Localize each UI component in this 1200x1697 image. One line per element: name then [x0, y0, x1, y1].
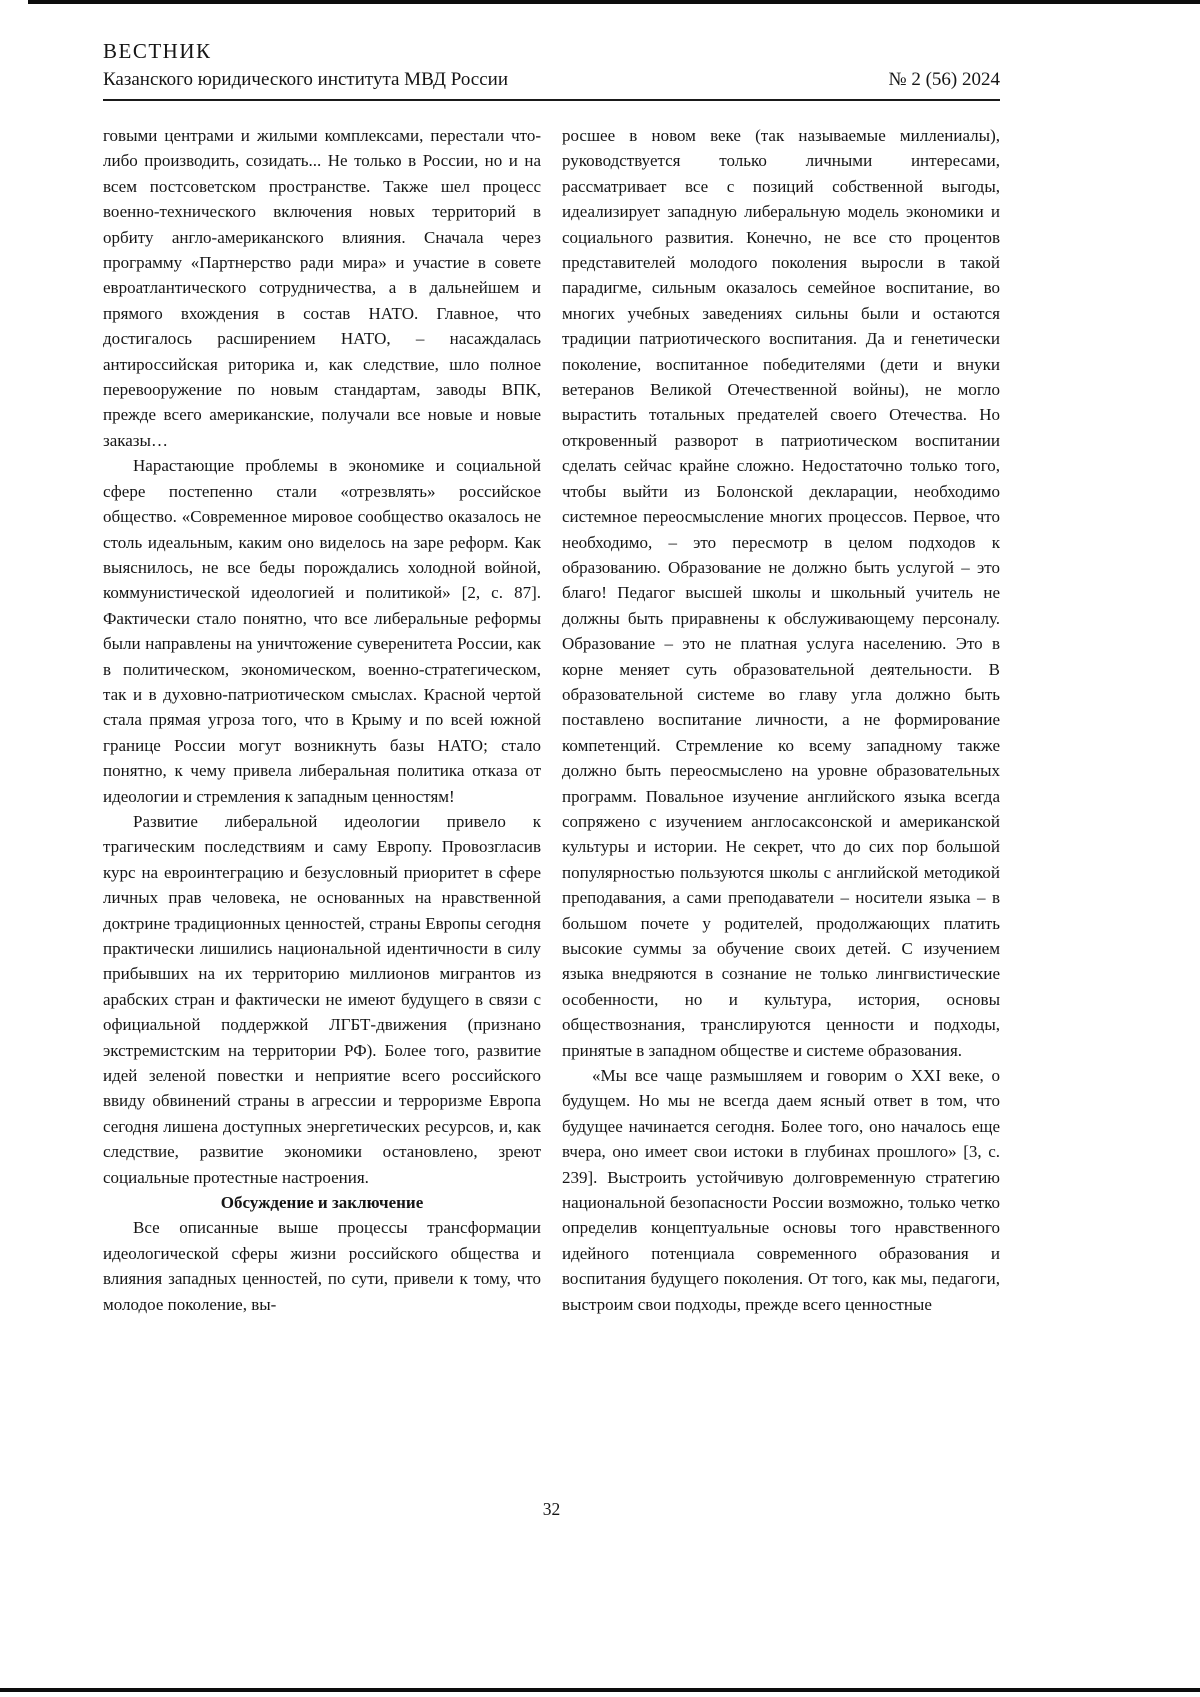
paragraph: Все описанные выше процессы трансформации идеологической сферы жизни российского общества и влияния западных ценностей, по сути, привели к тому, что молодое поколение, вы- — [103, 1218, 541, 1314]
section-heading: Обсуждение и заключение — [220, 1193, 424, 1213]
paragraph: Нарастающие проблемы в экономике и социальной сфере постепенно стали «отрезвлять» российское общество. «Современное мировое сообщество оказалось не столь идеальным, каким оно виделось на заре реформ. Как выяснилось, не все беды порождались холодной войной, коммунистической идеологией и политикой» [2, с. 87]. Фактически стало понятно, что все либеральные реформы были направлены на уничтожение суверенитета России, как в политическом, экономическом, военно-стратегическом, так и в духовно-патриотическом смыслах. Красной чертой стала прямая угроза того, что в Крыму и по всей южной границе России могут возникнуть базы НАТО; стало понятно, к чему привела либеральная политика отказа от идеологии и стремления к западным ценностям! — [103, 456, 541, 806]
scan-edge-top — [28, 0, 1200, 4]
paragraph: «Мы все чаще размышляем и говорим о XXI веке, о будущем. Но мы не всегда даем ясный ответ в том, что будущее начинается сегодня. Более того, оно началось еще вчера, оно имеет свои истоки в глубинах прошлого» [3, с. 239]. Выстроить устойчивую долговременную стратегию национальной безопасности России возможно, только четко определив концептуальные основы того нравственного идейного потенциала современного образования и воспитания будущего поколения. От того, как мы, педагоги, выстроим свои подходы, прежде всего ценностные — [562, 1066, 1000, 1314]
journal-title: ВЕСТНИК — [103, 39, 212, 63]
page-footer — [103, 1497, 1000, 1521]
paragraph: говыми центрами и жилыми комплексами, перестали что-либо производить, созидать... Не только в России, но и на всем постсоветском пространстве. Также шел процесс военно-технического включения новых территорий в орбиту англо-американского влияния. Сначала через программу «Партнерство ради мира» и участие в совете евроатлантического сотрудничества, а в дальнейшем и прямого вхождения в состав НАТО. Главное, что достигалось расширением НАТО, – насаждалась антироссийская риторика и, как следствие, шло полное перевооружение по новым стандартам, заводы ВПК, прежде всего американские, получали все новые и новые заказы… — [103, 126, 541, 450]
journal-subtitle: Казанского юридического института МВД России — [103, 69, 508, 90]
page-header — [103, 38, 1000, 101]
right-column — [562, 123, 1000, 1489]
journal-subtitle-row — [103, 67, 1000, 93]
scan-edge-bottom — [0, 1688, 1200, 1692]
paragraph: росшее в новом веке (так называемые миллениалы), руководствуется только личными интересами, рассматривает все с позиций собственной выгоды, идеализирует западную либеральную модель экономики и социального развития. Конечно, не все сто процентов представителей молодого поколения выросли в такой парадигме, сильным оказалось семейное воспитание, во многих учебных заведениях сильны были и остаются традиции патриотического воспитания. Да и генетически поколение, воспитанное победителями (дети и внуки ветеранов Великой Отечественной войны), не могло вырастить тотальных предателей своего Отечества. Но откровенный разворот в патриотическом воспитании сделать сейчас крайне сложно. Недостаточно только того, чтобы выйти из Болонской декларации, необходимо системное переосмысление многих процессов. Первое, что необходимо, – это пересмотр в целом подходов к образованию. Образование не должно быть услугой – это благо! Педагог высшей школы и школьный учитель не должны быть приравнены к обслуживающему персоналу. Образование – это не платная услуга населению. Это в корне меняет суть образовательной деятельности. В образовательной системе во главу угла должно быть поставлено воспитание личности, а не формирование компетенций. Стремление ко всему западному также должно быть переосмыслено на уровне образовательных программ. Повальное изучение английского языка всегда сопряжено с изучением англосаксонской и американской культуры и истории. Не секрет, что до сих пор большой популярностью пользуются школы с английской методикой преподавания, а сами преподаватели – носители языка – в большом почете у родителей, продолжающих платить высокие суммы за обучение своих детей. С изучением языка внедряются в сознание не только лингвистические особенности, но и культура, история, основы обществознания, транслируются ценности и подходы, принятые в западном обществе и системе образования. — [562, 126, 1000, 1060]
page-number: 32 — [542, 1499, 561, 1519]
issue-label: № 2 (56) 2024 — [888, 69, 1000, 90]
article-body — [103, 123, 1000, 1489]
left-column — [103, 123, 541, 1489]
paragraph: Развитие либеральной идеологии привело к трагическим последствиям и саму Европу. Провозгласив курс на евроинтеграцию и безусловный приоритет в сфере личных прав человека, не основанных на нравственной доктрине традиционных ценностей, страны Европы сегодня практически лишились национальной идентичности в силу прибывших на их территорию миллионов мигрантов из арабских стран и фактически не имеют будущего в связи с официальной поддержкой ЛГБТ-движения (признано экстремистским на территории РФ). Более того, развитие идей зеленой повестки и неприятие всего российского ввиду обвинений страны в агрессии и терроризме Европа сегодня лишена доступных энергетических ресурсов, и, как следствие, развитие экономики остановлено, зреют социальные протестные настроения. — [103, 811, 541, 1187]
header-rule — [103, 99, 1000, 101]
